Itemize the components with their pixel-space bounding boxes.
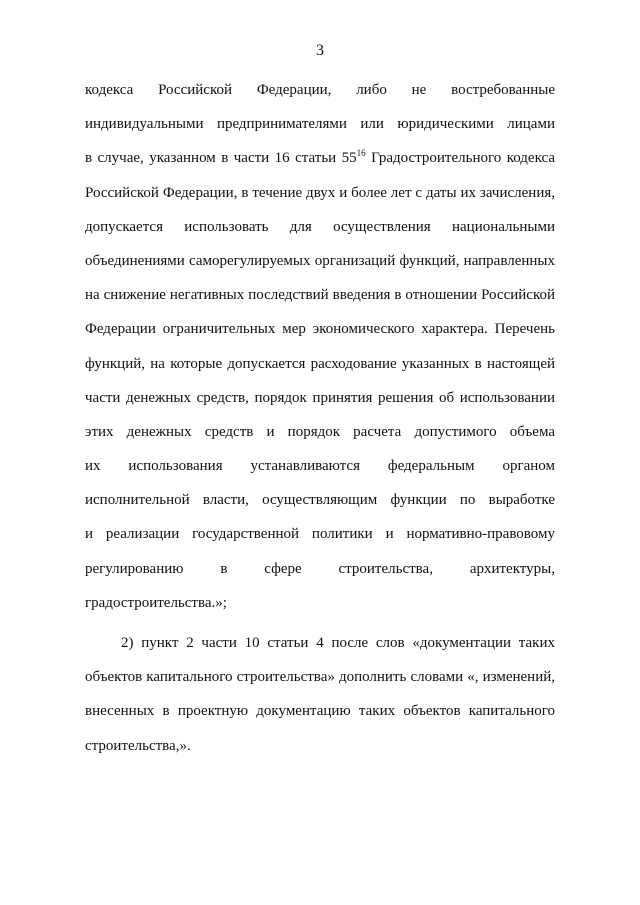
- text-line: [85, 141, 555, 175]
- text-line: Российской Федерации, в течение двух и более лет с даты их зачисления,: [85, 184, 555, 201]
- text-line: Федерации ограничительных мер экономического характера. Перечень: [85, 321, 555, 338]
- page-number: 3: [316, 42, 324, 59]
- document-body: [85, 73, 555, 763]
- text-line: их использования устанавливаются федеральным органом: [85, 458, 555, 475]
- text-line: исполнительной власти, осуществляющим функции по выработке: [85, 492, 555, 509]
- text-line: на снижение негативных последствий введения в отношении Российской: [85, 287, 555, 304]
- text-line: и реализации государственной политики и нормативно-правовому: [85, 526, 555, 543]
- text-line: 2) пункт 2 части 10 статьи 4 после слов «документации таких: [121, 635, 555, 651]
- text-line: градостроительства.»;: [85, 594, 227, 611]
- text-line: этих денежных средств и порядок расчета допустимого объема: [85, 423, 555, 440]
- superscript: 16: [356, 148, 366, 159]
- text-line: строительства,».: [85, 737, 191, 754]
- text-line: индивидуальными предпринимателями или юридическими лицами: [85, 116, 555, 133]
- text-line-part: в случае, указанном в части 16 статьи 55: [85, 150, 357, 167]
- text-line: объектов капитального строительства» дополнить словами «, изменений,: [85, 669, 555, 686]
- text-line: объединениями саморегулируемых организаций функций, направленных: [85, 252, 555, 269]
- text-line: внесенных в проектную документацию таких объектов капитального: [85, 703, 555, 720]
- text-line: части денежных средств, порядок принятия решения об использовании: [85, 389, 555, 406]
- text-line-part: Градостроительного кодекса: [365, 150, 555, 167]
- text-line: функций, на которые допускается расходование указанных в настоящей: [85, 355, 555, 372]
- text-line: кодекса Российской Федерации, либо не востребованные: [85, 82, 555, 98]
- text-line: допускается использовать для осуществления национальными: [85, 218, 555, 235]
- text-line: регулированию в сфере строительства, архитектуры,: [85, 560, 555, 577]
